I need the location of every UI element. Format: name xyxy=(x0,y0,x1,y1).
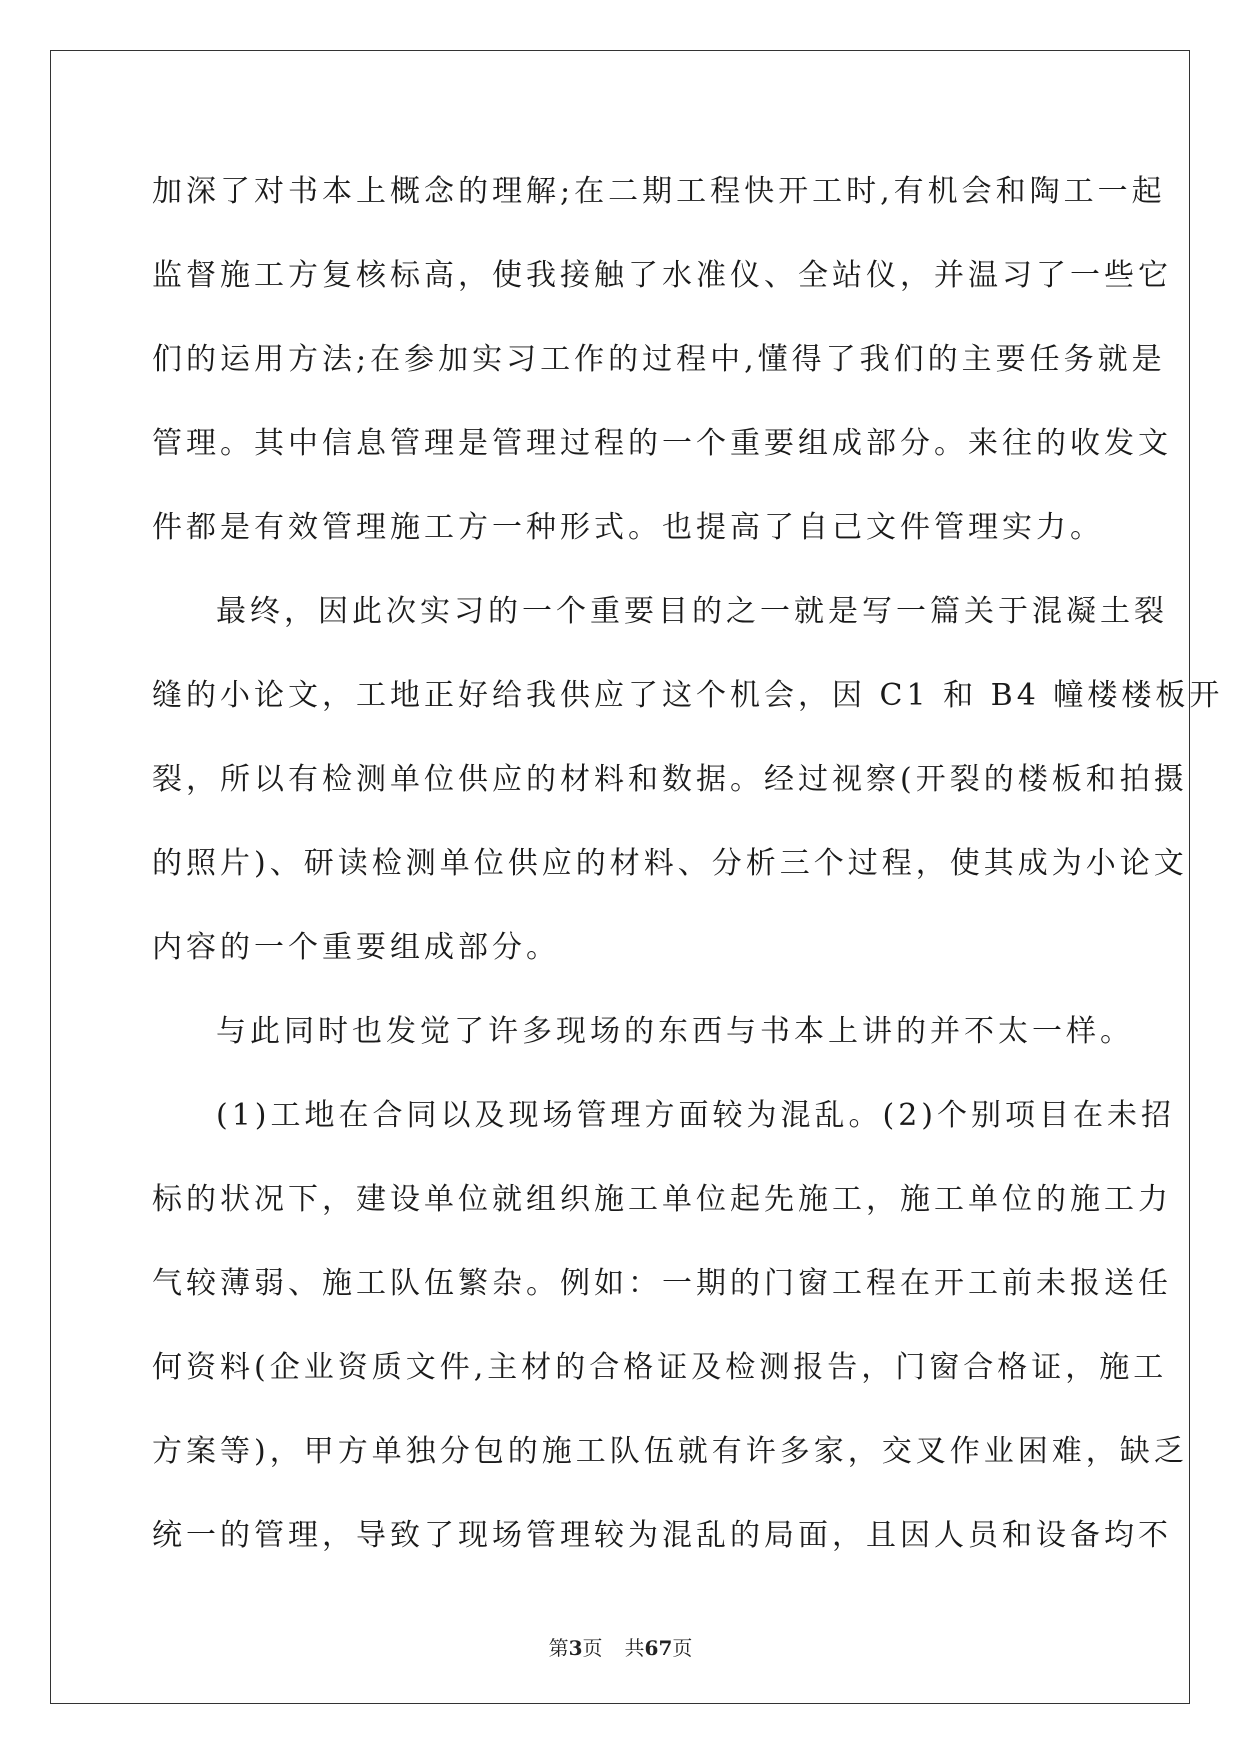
paragraph-start-line: (1)工地在合同以及现场管理方面较为混乱。(2)个别项目在未招 xyxy=(216,1098,1175,1133)
text-line: 加深了对书本上概念的理解;在二期工程快开工时,有机会和陶工一起 xyxy=(152,174,1166,209)
text-line: 缝的小论文，工地正好给我供应了这个机会，因 C1 和 B4 幢楼楼板开 xyxy=(152,678,1224,713)
page-number: 3 xyxy=(568,1636,583,1660)
text-line: 何资料(企业资质文件,主材的合格证及检测报告，门窗合格证，施工 xyxy=(152,1350,1168,1385)
text-line: 裂，所以有检测单位供应的材料和数据。经过视察(开裂的楼板和拍摄 xyxy=(152,762,1188,797)
text-line: 气较薄弱、施工队伍繁杂。例如：一期的门窗工程在开工前未报送任 xyxy=(152,1266,1172,1301)
paragraph-start-line: 与此同时也发觉了许多现场的东西与书本上讲的并不太一样。 xyxy=(216,1014,1134,1049)
text-line: 统一的管理，导致了现场管理较为混乱的局面，且因人员和设备均不 xyxy=(152,1518,1172,1553)
total-suffix: 页 xyxy=(672,1636,693,1660)
text-line: 方案等)，甲方单独分包的施工队伍就有许多家，交叉作业困难，缺乏 xyxy=(152,1434,1188,1469)
page-footer xyxy=(0,1632,1241,1661)
total-pages: 67 xyxy=(644,1636,673,1660)
page-prefix: 第 xyxy=(548,1636,569,1660)
text-line: 内容的一个重要组成部分。 xyxy=(152,930,560,965)
page-suffix: 页 xyxy=(582,1636,603,1660)
paragraph-start-line: 最终，因此次实习的一个重要目的之一就是写一篇关于混凝土裂 xyxy=(216,594,1168,629)
text-line: 管理。其中信息管理是管理过程的一个重要组成部分。来往的收发文 xyxy=(152,426,1172,461)
document-body xyxy=(152,162,1224,1590)
text-line: 们的运用方法;在参加实习工作的过程中,懂得了我们的主要任务就是 xyxy=(152,342,1166,377)
text-line: 件都是有效管理施工方一种形式。也提高了自己文件管理实力。 xyxy=(152,510,1104,545)
text-line: 标的状况下，建设单位就组织施工单位起先施工，施工单位的施工力 xyxy=(152,1182,1172,1217)
total-prefix: 共 xyxy=(624,1636,645,1660)
text-line: 的照片)、研读检测单位供应的材料、分析三个过程，使其成为小论文 xyxy=(152,846,1188,881)
text-line: 监督施工方复核标高，使我接触了水准仪、全站仪，并温习了一些它 xyxy=(152,258,1172,293)
